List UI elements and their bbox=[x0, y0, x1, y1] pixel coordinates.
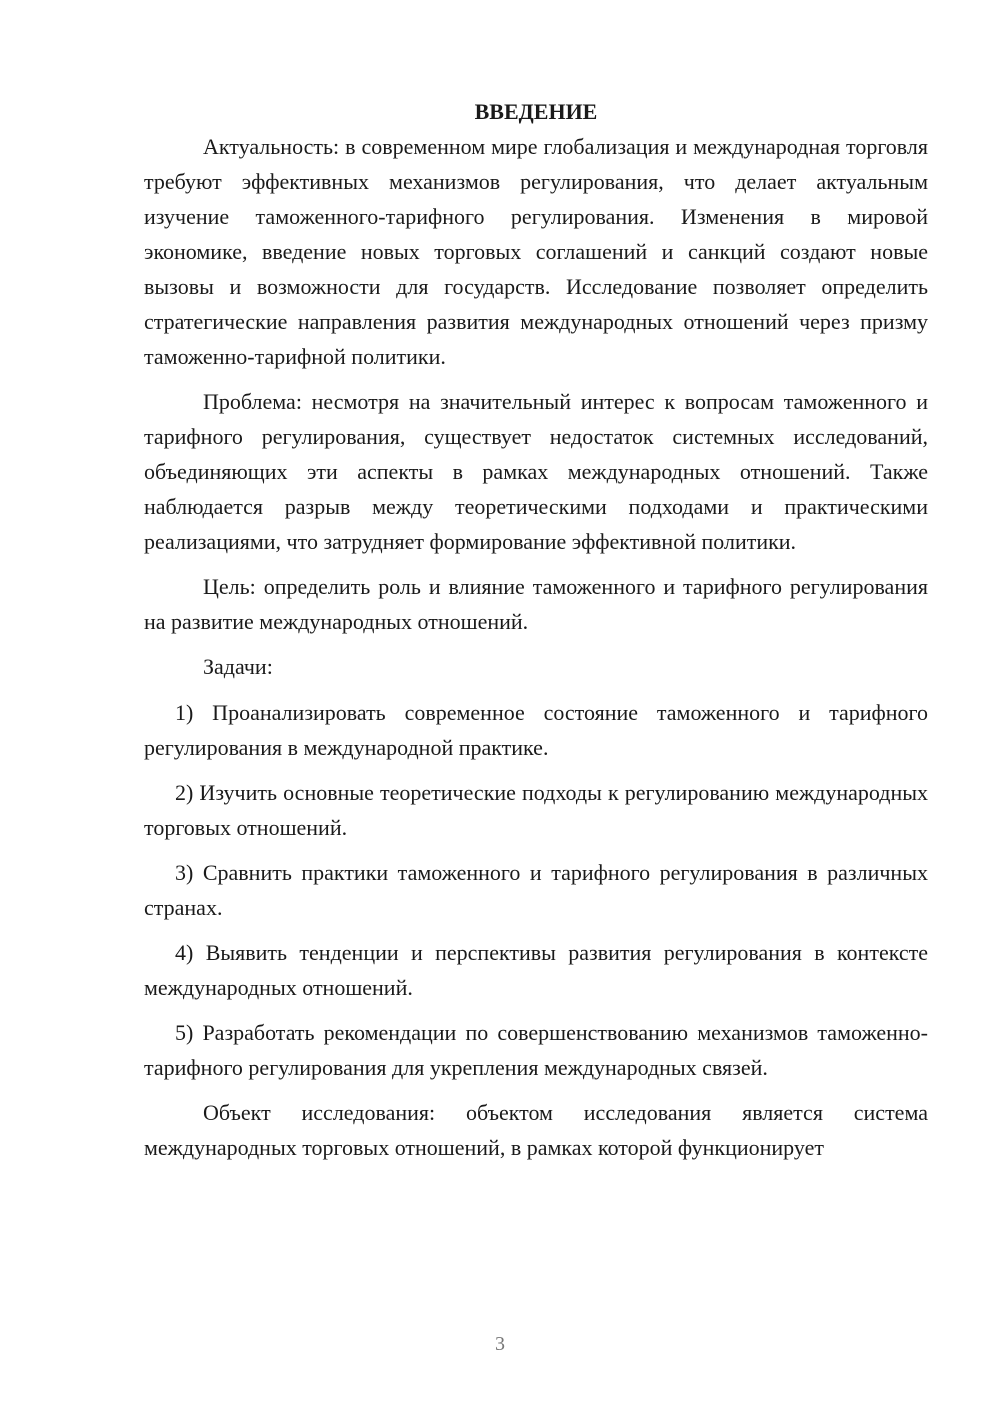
relevance-paragraph: Актуальность: в современном мире глобализация и международная торговля требуют эффективных механизмов регулирования, что делает актуальным изучение таможенного-тарифного регулирования. Изменения в мировой экономике, введение новых торговых соглашений и санкций создают новые вызовы и возможности для государств. Исследование позволяет определить стратегические направления развития международных отношений через призму таможенно-тарифной политики. bbox=[144, 134, 928, 369]
tasks-heading: Задачи: bbox=[203, 654, 273, 679]
task-item: 2) Изучить основные теоретические подходы к регулированию международных торговых отношений. bbox=[144, 780, 928, 840]
page-number: 3 bbox=[495, 1333, 505, 1355]
problem-paragraph: Проблема: несмотря на значительный интерес к вопросам таможенного и тарифного регулирования, существует недостаток системных исследований, объединяющих эти аспекты в рамках международных отношений. Также наблюдается разрыв между теоретическими подходами и практическими реализациями, что затрудняет формирование эффективной политики. bbox=[144, 389, 928, 554]
object-paragraph: Объект исследования: объектом исследования является система международных торговых отношений, в рамках которой функционирует bbox=[144, 1100, 928, 1160]
task-item: 4) Выявить тенденции и перспективы развития регулирования в контексте международных отношений. bbox=[144, 940, 928, 1000]
task-list bbox=[144, 695, 928, 1085]
task-item: 3) Сравнить практики таможенного и тарифного регулирования в различных странах. bbox=[144, 860, 928, 920]
goal-paragraph: Цель: определить роль и влияние таможенного и тарифного регулирования на развитие международных отношений. bbox=[144, 574, 928, 634]
task-item: 5) Разработать рекомендации по совершенствованию механизмов таможенно-тарифного регулирования для укрепления международных связей. bbox=[144, 1020, 928, 1080]
task-item: 1) Проанализировать современное состояние таможенного и тарифного регулирования в международной практике. bbox=[144, 700, 928, 760]
document-page bbox=[144, 94, 928, 1175]
section-heading: ВВЕДЕНИЕ bbox=[474, 99, 598, 124]
